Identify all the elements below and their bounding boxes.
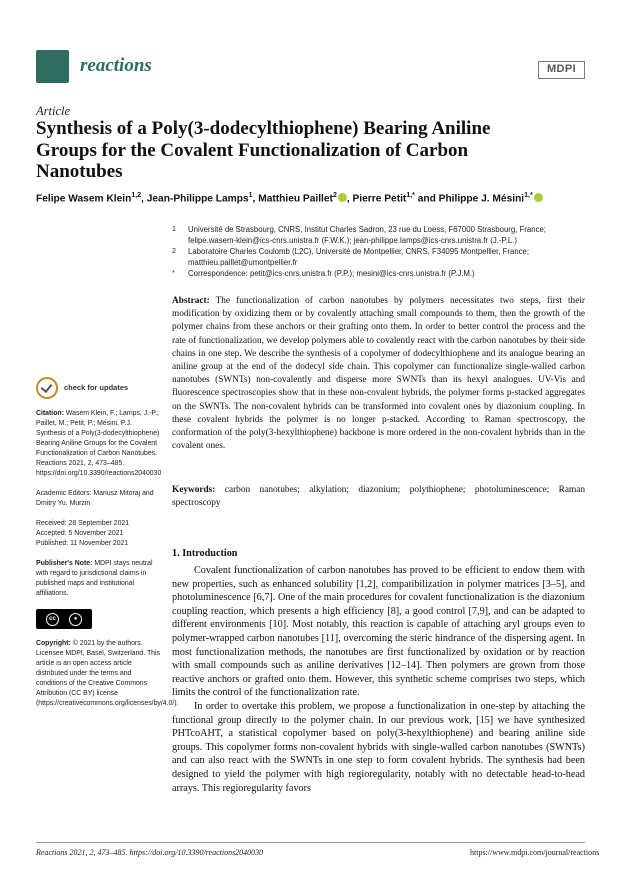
journal-name: reactions <box>80 55 152 76</box>
author-list <box>36 192 596 204</box>
section-heading: 1. Introduction <box>172 548 238 559</box>
accepted-date: Accepted: 5 November 2021 <box>36 530 124 537</box>
author-name: Matthieu Paillet <box>258 193 333 205</box>
footer-journal-url[interactable]: https://www.mdpi.com/journal/reactions <box>470 848 600 857</box>
author-name: Philippe J. Mésini <box>438 193 525 205</box>
citation-block <box>36 409 162 479</box>
affiliation-mark: 2 <box>172 248 176 255</box>
author-separator: , <box>252 193 259 205</box>
author-affil-mark: 2 <box>332 192 337 199</box>
orcid-icon[interactable] <box>338 193 347 202</box>
keywords-text: carbon nanotubes; alkylation; diazonium; polythiophene; photoluminescence; Raman spectroscopy <box>172 485 585 509</box>
publisher-note-text: MDPI stays neutral with regard to jurisdictional claims in published maps and institutional affiliations. <box>36 560 153 597</box>
publisher-note <box>36 559 162 599</box>
author-separator: and <box>414 193 439 205</box>
paragraph: Covalent functionalization of carbon nanotubes has proved to be efficient to endow them with new properties, such as enhanced solubility [1,2], compatibilization in polymer matrices [3–5], and photoluminescence [6,7]. One of the main procedures for covalent functionalization is the diazonium coupling reaction, which presents a high efficiency [8], a good control [7,9], and can be adapted to different environments [10]. Most notably, this reaction is capable of attaching aryl groups even to polymer-wrapped carbon nanotubes [11], overcoming the steric hindrance of the dispersing agent. In most functionalization methods, the nanotubes are first functionalized by oxidation or by reaction with small compounds such as aniline derivatives [12–14]. Then polymers are grown from those reactive anchors or grafted onto them. However, this synthetic scheme comprises two steps, which limits the control of the functionalization rate. <box>172 565 585 699</box>
author-affil-mark: 1,* <box>406 192 415 199</box>
author-name: Pierre Petit <box>352 193 407 205</box>
author-name: Felipe Wasem Klein <box>36 193 132 205</box>
author-separator: , <box>141 193 147 205</box>
abstract <box>172 295 585 453</box>
orcid-icon[interactable] <box>534 193 543 202</box>
cc-icon: cc <box>46 613 59 626</box>
footer-citation[interactable]: Reactions 2021, 2, 473–485. https://doi.org/10.3390/reactions2040030 <box>36 848 264 857</box>
citation-label: Citation: <box>36 410 64 417</box>
author-separator: , <box>346 193 353 205</box>
body-text <box>172 564 585 795</box>
cc-by-license-icon[interactable] <box>36 609 92 629</box>
affiliation-text: Laboratoire Charles Coulomb (L2C), Université de Montpellier, CNRS, F34095 Montpellier, France; matthieu.paillet@umontpellier.fr <box>188 247 530 267</box>
author-affil-mark: 1 <box>248 192 253 199</box>
publisher-note-label: Publisher's Note: <box>36 560 93 567</box>
by-person-icon: ● <box>69 613 82 626</box>
author-name: Jean-Philippe Lamps <box>146 193 249 205</box>
affiliation <box>172 224 592 246</box>
publisher-logo: MDPI <box>538 61 585 79</box>
affiliation <box>172 246 592 268</box>
received-date: Received: 28 September 2021 <box>36 520 130 527</box>
keywords <box>172 484 585 510</box>
abstract-label: Abstract: <box>172 296 210 306</box>
academic-editors: Academic Editors: Mariusz Mitoraj and Dmitry Yu. Murzin <box>36 490 154 507</box>
dates-block <box>36 519 162 549</box>
copyright-text: © 2021 by the authors. Licensee MDPI, Basel, Switzerland. This article is an open access article distributed under the terms and conditions of the Creative Commons Attribution (CC BY) license (https://creativecommons.org/licenses/by/4.0/). <box>36 640 179 707</box>
check-updates-icon <box>36 377 58 399</box>
copyright-label: Copyright: <box>36 640 71 647</box>
affiliations <box>172 224 592 279</box>
sidebar <box>36 377 179 719</box>
affiliation-mark: 1 <box>172 226 176 233</box>
article-type: Article <box>36 104 71 118</box>
affiliation-mark: * <box>172 270 175 277</box>
article-title: Synthesis of a Poly(3-dodecylthiophene) Bearing Aniline Groups for the Covalent Functionalization of Carbon Nanotubes <box>36 118 491 182</box>
paragraph: In order to overtake this problem, we propose a functionalization in one-step by attaching the functional group directly to the polymer chain. In our previous work, [15] we have synthesized PHTcoAHT, a statistical copolymer based on poly(3-hexylthiophene) and bearing aniline side groups. This copolymer forms non-covalent hybrids with single-walled carbon nanotubes (SWNTs) and can also react with the SWNTs in one step to form covalent hybrids. The synthesis had been designed to yield the polymer with high regioregularity, notably with no detectable head-to-head arrays. This regioregularity favors <box>172 700 585 794</box>
copyright-block <box>36 639 179 709</box>
correspondence <box>172 268 592 279</box>
author-affil-mark: 1,* <box>524 192 533 199</box>
author-affil-mark: 1,2 <box>131 192 142 199</box>
check-updates-label: check for updates <box>64 383 129 392</box>
footer-divider <box>36 842 585 843</box>
citation-text: Wasem Klein, F.; Lamps, J.-P.; Paillet, M.; Petit, P.; Mésini, P.J. Synthesis of a Poly(3-dodecylthiophene) Bearing Aniline Groups for the Covalent Functionalization of Carbon Nanotubes. Reactions 2021, 2, 473–485. https://doi.org/10.3390/reactions2040030 <box>36 410 162 477</box>
correspondence-text: Correspondence: petit@ics-cnrs.unistra.fr (P.P.); mesini@ics-cnrs.unistra.fr (P.J.M.) <box>188 269 475 278</box>
journal-logo-icon <box>36 50 69 83</box>
check-for-updates-button[interactable] <box>36 377 162 399</box>
affiliation-text: Université de Strasbourg, CNRS, Institut Charles Sadron, 23 rue du Loess, F67000 Strasbourg, France; felipe.wasem-klein@ics-cnrs.unistra.fr (F.W.K.); jean-philippe.lamps@ics-cnrs.unistra.fr (J.-P.L.) <box>188 225 546 245</box>
keywords-label: Keywords: <box>172 485 216 495</box>
published-date: Published: 11 November 2021 <box>36 540 129 547</box>
abstract-text: The functionalization of carbon nanotubes by polymers necessitates two steps, first their modification by oxidizing them or by covalently attaching small compounds to them, then the growth of the polymer chains from these anchors or their grafting onto them. In order to better control the process and the rate of functionalization, we develop polymers able to covalently react with the carbon nanotubes by their side chains in one step. We describe the synthesis of a copolymer of dodecylthiophene and its analogue bearing an aniline group at the end of the dodecyl side chain. This copolymer can functionalize single-walled carbon nanotubes (SWNTs) non-covalently and disperse more SWNTs than its hexyl analogues. UV-Vis and fluorescence spectroscopies show that in these non-covalent hybrids, the polymer forms p-stacked aggregates on the SWNTs. The non-covalent hybrids can be transformed into covalent ones by diazonium coupling. In these covalent hybrids the polymer is no longer p-stacked. According to Raman spectroscopy, the conformation of the poly(3-hexylthiophene) backbone is more ordered in the non-covalent hybrids than in the covalent ones. <box>172 296 586 452</box>
